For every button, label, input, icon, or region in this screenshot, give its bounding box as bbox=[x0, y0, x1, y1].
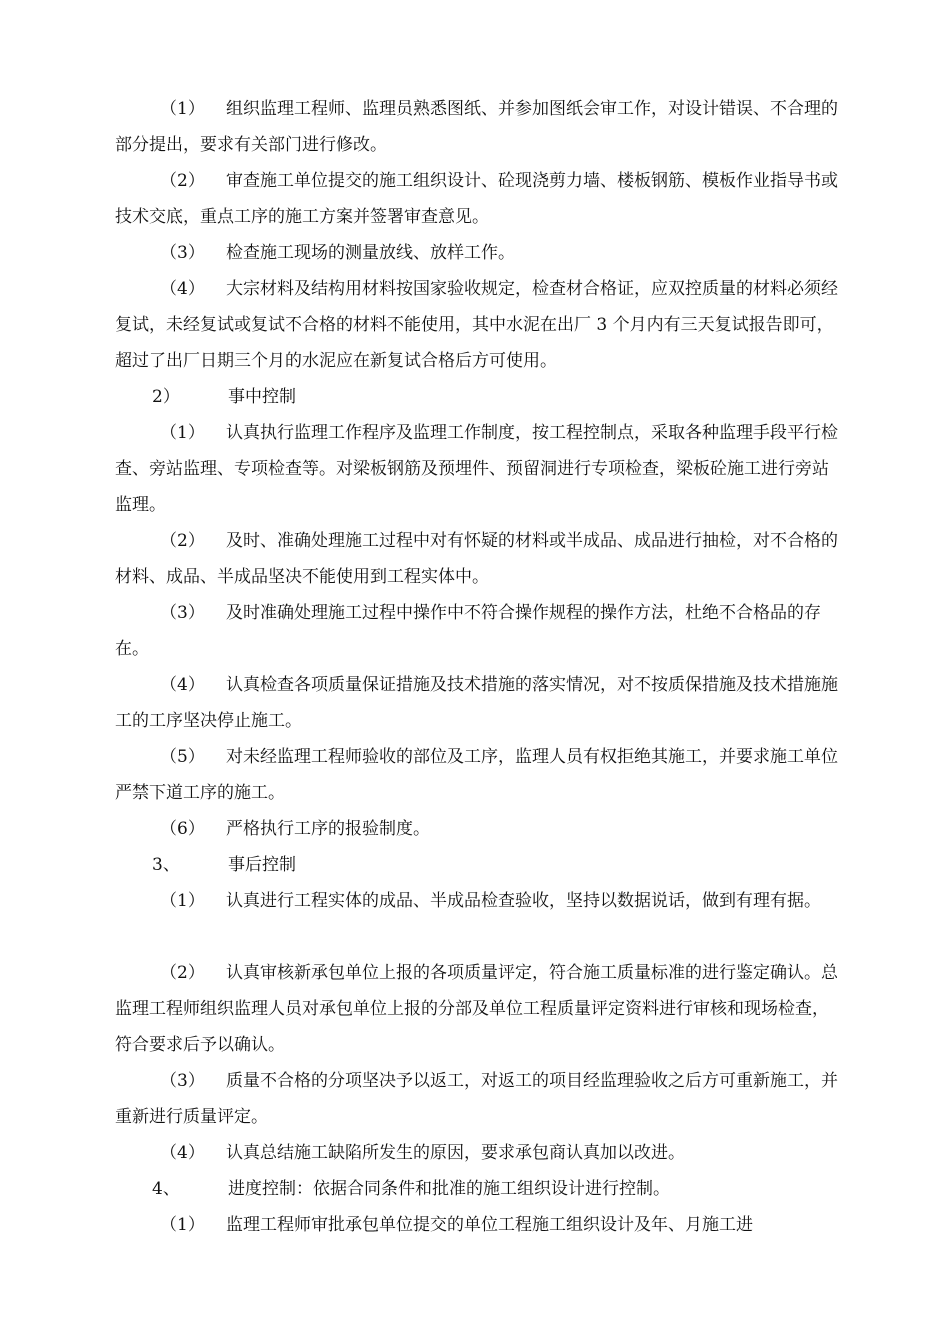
item-number: （1） bbox=[160, 891, 205, 911]
item-text: 认真总结施工缺陷所发生的原因，要求承包商认真加以改进。 bbox=[226, 1143, 685, 1163]
item-text: 认真执行监理工作程序及监理工作制度，按工程控制点，采取各种监理手段平行检查、旁站监理、专项检查等。对梁板钢筋及预埋件、预留洞进行专项检查，梁板砼施工进行旁站监理。 bbox=[115, 423, 838, 515]
section-heading-post-control bbox=[115, 847, 845, 883]
paragraph-11 bbox=[115, 883, 845, 919]
section-heading-schedule-control bbox=[115, 1171, 845, 1207]
paragraph-3 bbox=[115, 235, 845, 271]
paragraph-7 bbox=[115, 595, 845, 667]
item-number: （4） bbox=[160, 675, 205, 695]
item-number: （4） bbox=[160, 1143, 205, 1163]
paragraph-8 bbox=[115, 667, 845, 739]
item-text: 审查施工单位提交的施工组织设计、砼现浇剪力墙、楼板钢筋、模板作业指导书或技术交底，重点工序的施工方案并签署审查意见。 bbox=[115, 171, 838, 227]
section-heading-in-process-control bbox=[115, 379, 845, 415]
item-text: 大宗材料及结构用材料按国家验收规定，检查材合格证，应双控质量的材料必须经复试，未经复试或复试不合格的材料不能使用，其中水泥在出厂 3 个月内有三天复试报告即可，超过了出厂日期三个月的水泥应在新复试合格后方可使用。 bbox=[115, 279, 838, 371]
item-text: 检查施工现场的测量放线、放样工作。 bbox=[226, 243, 515, 263]
item-number: （3） bbox=[160, 1071, 205, 1091]
item-number: （5） bbox=[160, 747, 205, 767]
section-number: 4、 bbox=[152, 1179, 180, 1199]
item-number: （1） bbox=[160, 1215, 205, 1235]
item-number: （3） bbox=[160, 603, 205, 623]
item-number: （1） bbox=[160, 423, 205, 443]
item-number: （2） bbox=[160, 171, 205, 191]
item-number: （1） bbox=[160, 99, 205, 119]
paragraph-6 bbox=[115, 523, 845, 595]
item-text: 及时准确处理施工过程中操作中不符合操作规程的操作方法，杜绝不合格品的存在。 bbox=[115, 603, 821, 659]
item-text: 认真进行工程实体的成品、半成品检查验收，坚持以数据说话，做到有理有据。 bbox=[226, 891, 821, 911]
item-text: 认真检查各项质量保证措施及技术措施的落实情况，对不按质保措施及技术措施施工的工序坚决停止施工。 bbox=[115, 675, 838, 731]
paragraph-1 bbox=[115, 91, 845, 163]
paragraph-4 bbox=[115, 271, 845, 379]
item-number: （2） bbox=[160, 531, 205, 551]
section-title: 事后控制 bbox=[228, 855, 296, 875]
item-number: （6） bbox=[160, 819, 205, 839]
paragraph-5 bbox=[115, 415, 845, 523]
item-text: 及时、准确处理施工过程中对有怀疑的材料或半成品、成品进行抽检，对不合格的材料、成品、半成品坚决不能使用到工程实体中。 bbox=[115, 531, 838, 587]
item-text: 组织监理工程师、监理员熟悉图纸、并参加图纸会审工作，对设计错误、不合理的部分提出，要求有关部门进行修改。 bbox=[115, 99, 838, 155]
item-text: 认真审核新承包单位上报的各项质量评定，符合施工质量标准的进行鉴定确认。总监理工程师组织监理人员对承包单位上报的分部及单位工程质量评定资料进行审核和现场检查，符合要求后予以确认。 bbox=[115, 963, 838, 1055]
section-title: 进度控制：依据合同条件和批准的施工组织设计进行控制。 bbox=[228, 1179, 670, 1199]
item-text: 严格执行工序的报验制度。 bbox=[226, 819, 430, 839]
paragraph-14 bbox=[115, 1135, 845, 1171]
paragraph-13 bbox=[115, 1063, 845, 1135]
item-text: 对未经监理工程师验收的部位及工序，监理人员有权拒绝其施工，并要求施工单位严禁下道工序的施工。 bbox=[115, 747, 838, 803]
section-number: 3、 bbox=[152, 855, 180, 875]
item-number: （4） bbox=[160, 279, 205, 299]
item-number: （3） bbox=[160, 243, 205, 263]
paragraph-2 bbox=[115, 163, 845, 235]
item-text: 监理工程师审批承包单位提交的单位工程施工组织设计及年、月施工进 bbox=[226, 1215, 753, 1235]
paragraph-15 bbox=[115, 1207, 845, 1243]
paragraph-10 bbox=[115, 811, 845, 847]
item-text: 质量不合格的分项坚决予以返工，对返工的项目经监理验收之后方可重新施工，并重新进行质量评定。 bbox=[115, 1071, 838, 1127]
section-number: 2） bbox=[152, 387, 180, 407]
item-number: （2） bbox=[160, 963, 205, 983]
section-title: 事中控制 bbox=[228, 387, 296, 407]
paragraph-12 bbox=[115, 955, 845, 1063]
paragraph-9 bbox=[115, 739, 845, 811]
